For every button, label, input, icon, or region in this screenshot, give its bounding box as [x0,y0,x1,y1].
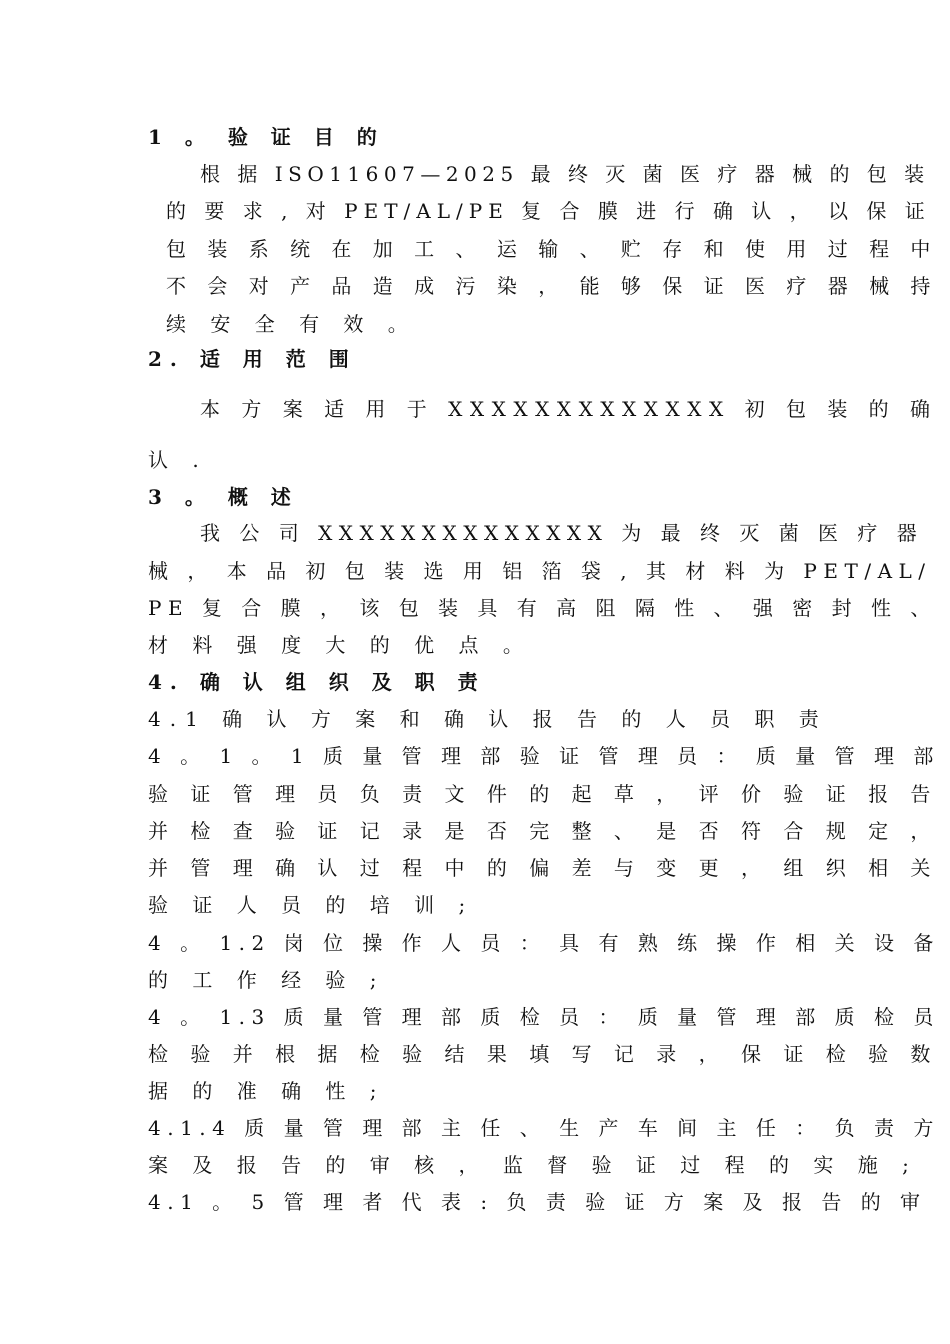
paragraph-line: 并 管 理 确 认 过 程 中 的 偏 差 与 变 更 ， 组 织 相 关 [148,856,939,880]
section-heading-3: 3 。 概 述 [148,485,299,509]
paragraph-line: 械 ， 本 品 初 包 装 选 用 铝 箔 袋 , 其 材 料 为 PET/AL/ [148,559,932,583]
paragraph-line: 4 。 1.2 岗 位 操 作 人 员 ： 具 有 熟 练 操 作 相 关 设 备 [148,931,940,955]
paragraph-line: 的 工 作 经 验 ; [148,968,386,992]
paragraph-line: 案 及 报 告 的 审 核 ， 监 督 验 证 过 程 的 实 施 ; [148,1153,918,1177]
paragraph-line: 不 会 对 产 品 造 成 污 染 ， 能 够 保 证 医 疗 器 械 持 [166,274,938,298]
paragraph-line: 并 检 查 验 证 记 录 是 否 完 整 、 是 否 符 合 规 定 ， [148,819,939,843]
paragraph-line: 根 据 ISO11607—2025 最 终 灭 菌 医 疗 器 械 的 包 装 [200,162,930,186]
section-heading-1: 1 。 验 证 目 的 [148,125,385,149]
paragraph-line: 4 。 1.3 质 量 管 理 部 质 检 员 ： 质 量 管 理 部 质 检 员 [148,1005,940,1029]
paragraph-line: 4.1.4 质 量 管 理 部 主 任 、 生 产 车 间 主 任 ： 负 责 方 [148,1116,940,1140]
subsection-heading: 4.1 确 认 方 案 和 确 认 报 告 的 人 员 职 责 [148,707,828,731]
paragraph-line: 本 方 案 适 用 于 XXXXXXXXXXXXX 初 包 装 的 确 [200,397,938,421]
paragraph-line: 验 证 人 员 的 培 训 ; [148,893,475,917]
paragraph-line: 认 . [148,448,208,472]
paragraph-line: 续 安 全 有 效 。 [166,312,417,336]
paragraph-line: 验 证 管 理 员 负 责 文 件 的 起 草 ， 评 价 验 证 报 告 [148,782,939,806]
paragraph-line: 4.1 。 5 管 理 者 代 表 : 负 责 验 证 方 案 及 报 告 的 审 [148,1190,927,1214]
paragraph-line: 我 公 司 XXXXXXXXXXXXXX 为 最 终 灭 菌 医 疗 器 [200,521,924,545]
section-heading-2: 2. 适 用 范 围 [148,347,357,371]
paragraph-line: 材 料 强 度 大 的 优 点 。 [148,633,532,657]
paragraph-line: 包 装 系 统 在 加 工 、 运 输 、 贮 存 和 使 用 过 程 中 [166,237,938,261]
paragraph-line: PE 复 合 膜 ， 该 包 装 具 有 高 阻 隔 性 、 强 密 封 性 、 [148,596,937,620]
paragraph-line: 检 验 并 根 据 检 验 结 果 填 写 记 录 ， 保 证 检 验 数 [148,1042,939,1066]
paragraph-line: 据 的 准 确 性 ; [148,1079,386,1103]
paragraph-line: 的 要 求 , 对 PET/AL/PE 复 合 膜 进 行 确 认 ， 以 保 证 [166,199,931,223]
section-heading-4: 4. 确 认 组 织 及 职 责 [148,670,486,694]
paragraph-line: 4 。 1 。 1 质 量 管 理 部 验 证 管 理 员 ： 质 量 管 理 部 [148,744,940,768]
